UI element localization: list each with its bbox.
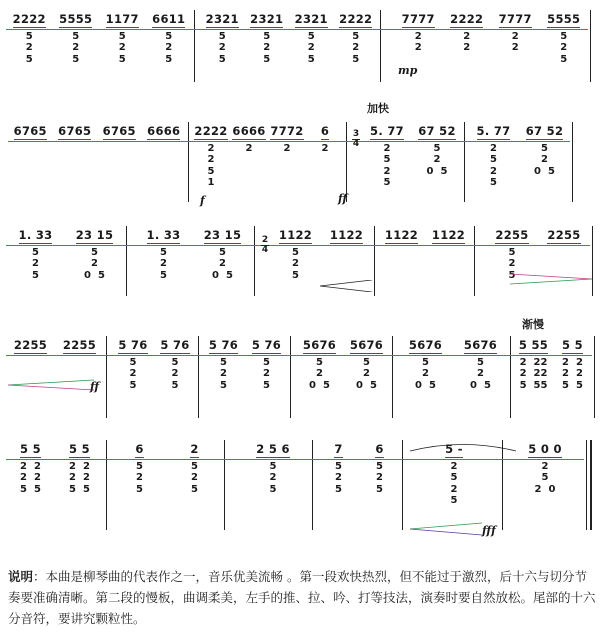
accompaniment-notes: 5 2 5 xyxy=(292,246,299,281)
beat xyxy=(97,118,142,208)
beat xyxy=(362,118,412,208)
score-system-2 xyxy=(0,118,604,208)
melody-notes: 1. 33 xyxy=(19,222,53,244)
accompaniment-notes: 5 2 5 xyxy=(136,460,143,495)
beat xyxy=(359,436,400,536)
beat xyxy=(200,6,245,88)
melody-notes: 5676 xyxy=(303,332,336,354)
accompaniment-notes: 2 2 xyxy=(463,30,471,53)
melody-notes: 5. 77 xyxy=(370,118,404,140)
underline-green xyxy=(6,459,584,460)
bar-line xyxy=(106,336,107,418)
measure-1 xyxy=(6,436,104,536)
accompaniment-notes: 5 2 5 xyxy=(269,460,277,495)
bar-line xyxy=(594,336,595,418)
beat xyxy=(230,118,268,208)
accompaniment-notes: 5 2 0 5 xyxy=(356,356,377,391)
measure-2 xyxy=(192,118,344,208)
melody-notes: 7 xyxy=(334,436,342,458)
melody-notes: 5 76 xyxy=(160,332,189,354)
accompaniment-notes: 2 5 2 5 xyxy=(490,142,497,188)
measure-2 xyxy=(112,436,222,536)
underline-green xyxy=(6,29,588,30)
bar-line xyxy=(510,336,511,418)
dynamic-mp: mp xyxy=(398,64,418,77)
melody-notes: 6666 xyxy=(147,118,180,140)
accompaniment-notes: 5 2 5 xyxy=(129,356,137,391)
accompaniment-notes: 5 2 5 xyxy=(307,30,315,65)
beat xyxy=(8,118,53,208)
accompaniment-notes: 5 2 5 xyxy=(25,30,33,65)
melody-notes: 2255 xyxy=(547,222,580,244)
melody-notes: 5 - xyxy=(445,436,463,458)
measure-5 xyxy=(486,222,590,302)
melody-notes: 7777 xyxy=(499,6,532,28)
accompaniment-notes: 5 2 0 5 xyxy=(212,246,233,281)
melody-notes: 2 xyxy=(190,436,198,458)
bar-line xyxy=(592,226,593,296)
accompaniment-notes: 5 2 5 xyxy=(218,30,226,65)
beat xyxy=(146,6,193,88)
accompaniment-notes: 5 2 0 5 xyxy=(84,246,105,281)
beat xyxy=(443,6,492,88)
tempo-marking-accel: 加快 xyxy=(367,102,389,115)
beat xyxy=(343,332,390,424)
melody-notes: 2255 xyxy=(63,332,96,354)
measure-2 xyxy=(134,222,252,302)
bar-line xyxy=(374,226,375,296)
melody-notes: 5676 xyxy=(409,332,442,354)
melody-notes: 5 5 xyxy=(69,436,90,458)
crescendo-hairpin-2 xyxy=(8,378,94,392)
bar-line xyxy=(502,440,503,530)
accompaniment-notes: 5 2 5 xyxy=(263,30,271,65)
melody-notes: 5 76 xyxy=(252,332,281,354)
melody-notes: 67 52 xyxy=(418,118,456,140)
melody-notes: 1122 xyxy=(279,222,312,244)
beat xyxy=(154,332,196,424)
beat xyxy=(540,6,589,88)
accompaniment-notes: 2 xyxy=(245,142,253,154)
melody-notes: 2222 xyxy=(339,6,372,28)
beat xyxy=(378,222,425,302)
melody-notes: 2321 xyxy=(295,6,328,28)
melody-notes: 6765 xyxy=(103,118,136,140)
accompaniment-notes: 2 5 2 5 xyxy=(383,142,391,188)
bar-line xyxy=(290,336,291,418)
crescendo-hairpin-3 xyxy=(410,522,482,536)
beat xyxy=(134,222,193,302)
accompaniment-notes: 5 2 5 xyxy=(352,30,360,65)
melody-notes: 5 55 xyxy=(519,332,548,354)
beat xyxy=(538,222,590,302)
measure-3 xyxy=(202,332,288,424)
accompaniment-notes: 2 2 2 2 5 5 xyxy=(69,460,90,495)
accompaniment-notes: 5 2 5 xyxy=(171,356,179,391)
melody-notes: 7777 xyxy=(402,6,435,28)
time-signature-2-4: 2 4 xyxy=(261,235,269,255)
beat xyxy=(112,332,154,424)
dynamic-f: f xyxy=(200,194,205,207)
beat xyxy=(142,118,187,208)
measure-3 xyxy=(394,6,588,88)
bar-line xyxy=(474,226,475,296)
accompaniment-notes: 2 2 xyxy=(511,30,519,53)
melody-notes: 2255 xyxy=(495,222,528,244)
bar-line xyxy=(198,336,199,418)
beat xyxy=(65,222,124,302)
accompaniment-notes: 2 5 2 5 xyxy=(450,460,458,506)
melody-notes: 23 15 xyxy=(76,222,114,244)
melody-notes: 2222 xyxy=(450,6,483,28)
underline-green xyxy=(6,355,592,356)
beat xyxy=(491,6,540,88)
beat xyxy=(6,222,65,302)
dynamic-ff-2: ff xyxy=(90,380,100,393)
accompaniment-notes: 2 5 2 0 xyxy=(534,460,556,495)
beat xyxy=(318,436,359,536)
melody-notes: 5. 77 xyxy=(477,118,511,140)
beat xyxy=(519,118,570,208)
melody-notes: 6765 xyxy=(58,118,91,140)
melody-notes: 5676 xyxy=(464,332,497,354)
accompaniment-notes: 5 2 5 xyxy=(32,246,39,281)
beat xyxy=(245,332,288,424)
description-text: ：本曲是柳琴曲的代表作之一，音乐优美流畅 。第一段欢快热烈，但不能过于激烈，后十六与切分节奏要准确清晰。第二段的慢板，曲调柔美，左手的推、拉、吟、打等技法，演奏时要自然放松。尾部的十六分音符，要讲究颗粒性。 xyxy=(8,569,596,626)
accompaniment-notes: 5 2 0 5 xyxy=(534,142,555,177)
measure-2 xyxy=(112,332,196,424)
accompaniment-notes: 5 2 5 xyxy=(220,356,227,391)
accompaniment-notes: 2 2 5 1 xyxy=(207,142,215,188)
measure-1 xyxy=(6,6,192,88)
melody-notes: 1. 33 xyxy=(147,222,181,244)
bar-line xyxy=(590,10,591,82)
accompaniment-notes: 2 xyxy=(321,142,329,154)
beat xyxy=(289,6,334,88)
accompaniment-notes: 5 2 5 xyxy=(376,460,383,495)
measure-4 xyxy=(318,436,400,536)
accompaniment-notes: 2 22 2 22 5 55 xyxy=(519,356,548,391)
accompaniment-notes: 2 xyxy=(283,142,291,154)
accompaniment-notes: 2 2 xyxy=(414,30,422,53)
melody-notes: 6 xyxy=(375,436,383,458)
beat xyxy=(296,332,343,424)
bar-line xyxy=(188,122,189,202)
melody-notes: 6765 xyxy=(14,118,47,140)
bar-line xyxy=(464,122,465,202)
melody-notes: 5 76 xyxy=(118,332,147,354)
beat xyxy=(334,6,379,88)
beat xyxy=(398,332,453,424)
accompaniment-notes: 5 2 5 xyxy=(263,356,270,391)
decrescendo-hairpin xyxy=(510,272,592,286)
accompaniment-notes: 5 2 0 5 xyxy=(426,142,448,177)
underline-green xyxy=(8,141,570,142)
melody-notes: 5 5 xyxy=(20,436,41,458)
score-system-3 xyxy=(0,222,604,302)
melody-notes: 1122 xyxy=(330,222,363,244)
accompaniment-notes: 5 2 5 xyxy=(560,30,568,65)
melody-notes: 5555 xyxy=(547,6,580,28)
bar-line xyxy=(254,226,255,296)
bar-line xyxy=(380,10,381,82)
bar-line xyxy=(392,336,393,418)
bar-line xyxy=(106,440,107,530)
beat xyxy=(468,118,519,208)
beat xyxy=(268,118,306,208)
beat xyxy=(112,436,167,536)
accompaniment-notes: 2 2 2 2 5 5 xyxy=(562,356,583,391)
tempo-marking-rit: 渐慢 xyxy=(522,318,544,331)
dynamic-fff: fff xyxy=(482,524,496,537)
accompaniment-notes: 5 2 5 xyxy=(508,246,516,281)
melody-notes: 2255 xyxy=(14,332,47,354)
description-paragraph xyxy=(8,566,598,629)
accompaniment-notes: 5 2 5 xyxy=(335,460,342,495)
score-system-1 xyxy=(0,6,604,88)
accompaniment-notes: 5 2 0 5 xyxy=(415,356,436,391)
beat xyxy=(53,6,100,88)
measure-4 xyxy=(468,118,570,208)
accompaniment-notes: 5 2 5 xyxy=(191,460,198,495)
melody-notes: 5676 xyxy=(350,332,383,354)
bar-line xyxy=(224,440,225,530)
bar-line xyxy=(572,122,573,202)
dynamic-ff: ff xyxy=(338,192,348,205)
bar-line xyxy=(194,10,195,82)
beat xyxy=(486,222,538,302)
beat xyxy=(245,6,290,88)
bar-line xyxy=(312,440,313,530)
melody-notes: 6666 xyxy=(232,118,265,140)
time-signature-3-4: 3 4 xyxy=(352,129,360,149)
beat xyxy=(425,222,472,302)
measure-4 xyxy=(296,332,390,424)
melody-notes: 2321 xyxy=(206,6,239,28)
beat xyxy=(6,436,55,536)
beat xyxy=(553,332,592,424)
beat xyxy=(236,436,310,536)
beat xyxy=(6,6,53,88)
bar-line xyxy=(346,122,347,202)
description-label: 说明 xyxy=(8,569,34,584)
beat xyxy=(202,332,245,424)
accompaniment-notes: 5 2 5 xyxy=(160,246,167,281)
measure-3 xyxy=(236,436,310,536)
melody-notes: 6 xyxy=(321,118,329,140)
underline-green xyxy=(6,245,590,246)
melody-notes: 7772 xyxy=(270,118,303,140)
beat xyxy=(99,6,146,88)
beat xyxy=(192,118,230,208)
bar-line xyxy=(402,440,403,530)
melody-notes: 2 5 6 xyxy=(256,436,290,458)
melody-notes: 6 xyxy=(135,436,143,458)
melody-notes: 1177 xyxy=(106,6,139,28)
melody-notes: 5 0 0 xyxy=(528,436,562,458)
beat xyxy=(514,332,553,424)
measure-1 xyxy=(8,118,186,208)
melody-notes: 5 76 xyxy=(209,332,238,354)
accompaniment-notes: 2 2 2 2 5 5 xyxy=(20,460,41,495)
melody-notes: 1122 xyxy=(432,222,465,244)
melody-notes: 1122 xyxy=(385,222,418,244)
accompaniment-notes: 5 2 5 xyxy=(72,30,80,65)
melody-notes: 23 15 xyxy=(204,222,242,244)
measure-1 xyxy=(6,222,124,302)
crescendo-hairpin xyxy=(320,280,372,292)
accompaniment-notes: 5 2 0 5 xyxy=(309,356,330,391)
melody-notes: 67 52 xyxy=(526,118,564,140)
bar-line xyxy=(126,226,127,296)
beat xyxy=(167,436,222,536)
melody-notes: 6611 xyxy=(152,6,185,28)
beat xyxy=(412,118,462,208)
beat xyxy=(193,222,252,302)
accompaniment-notes: 5 2 5 xyxy=(118,30,126,65)
measure-3 xyxy=(362,118,462,208)
melody-notes: 2222 xyxy=(194,118,227,140)
beat xyxy=(55,436,104,536)
melody-notes: 2321 xyxy=(250,6,283,28)
beat xyxy=(270,222,321,302)
measure-4 xyxy=(378,222,472,302)
measure-5 xyxy=(398,332,508,424)
bar-line xyxy=(586,440,592,530)
measure-6 xyxy=(514,332,592,424)
melody-notes: 2222 xyxy=(13,6,46,28)
accompaniment-notes: 5 2 0 5 xyxy=(470,356,491,391)
melody-notes: 5 5 xyxy=(562,332,583,354)
beat xyxy=(53,118,98,208)
melody-notes: 5555 xyxy=(59,6,92,28)
fermata-tie xyxy=(408,438,518,452)
accompaniment-notes: 5 2 5 xyxy=(165,30,173,65)
measure-2 xyxy=(200,6,378,88)
beat xyxy=(453,332,508,424)
